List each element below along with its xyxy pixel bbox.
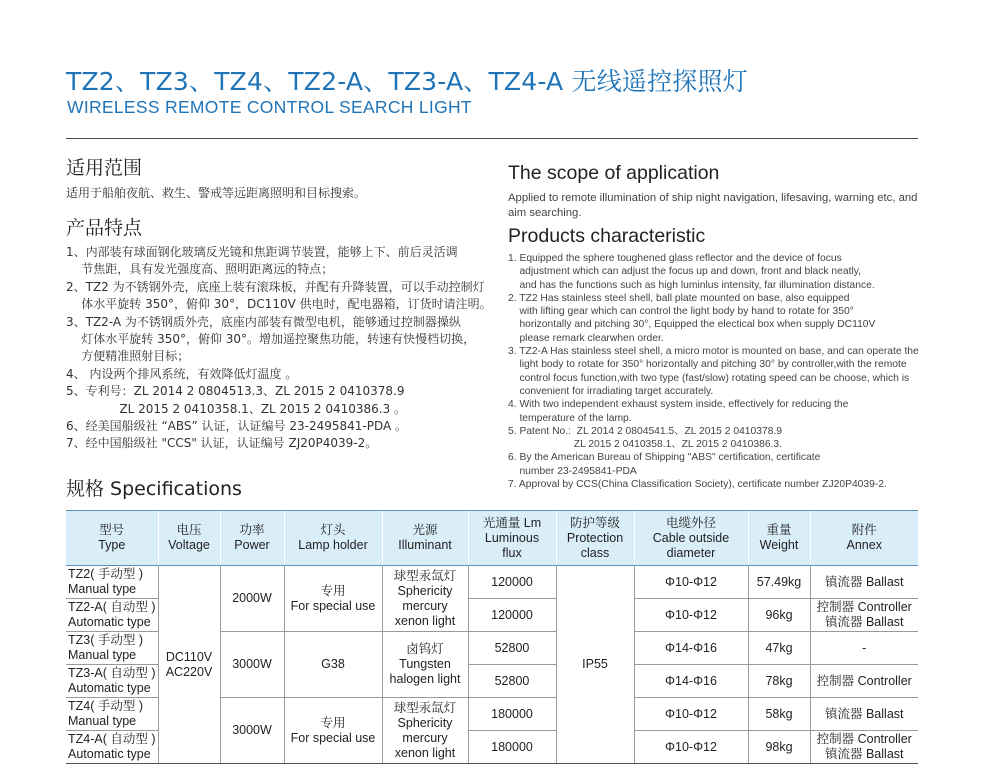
spec-table-header (66, 511, 918, 566)
cell-type-text: Automatic type (68, 615, 151, 629)
header-annex (810, 511, 918, 566)
cell-type (66, 632, 158, 665)
cell-type-text: TZ3-A( 自动型 ) (68, 666, 156, 680)
feature-line-en: temperature of the lamp. (508, 412, 632, 424)
cell-illuminant-text: 卤钨灯 (406, 642, 444, 656)
cell-illuminant-text: 球型汞氙灯 (393, 700, 457, 715)
feature-line-en: convenient for irradiating target accurately. (508, 385, 714, 397)
page-title-en: WIRELESS REMOTE CONTROL SEARCH LIGHT (67, 97, 472, 117)
header-luminous-flux-text: flux (502, 545, 522, 560)
cell-protection: IP55 (556, 566, 634, 764)
feature-line-en: 3. TZ2-A Has stainless steel shell, a micro motor is mounted on base, and can operate the (508, 346, 919, 358)
cell-cable: Φ10-Φ12 (634, 698, 748, 731)
feature-line-cn: 3、TZ2-A 为不锈钢质外壳，底座内部装有微型电机，能够通过控制器操纵 (66, 314, 461, 329)
feature-line-cn: 2、TZ2 为不锈钢外壳，底座上装有滚珠板，并配有升降装置，可以手动控制灯 (66, 279, 485, 294)
cell-annex-text: 镇流器 Ballast (825, 706, 904, 721)
cell-illuminant-text: mercury (402, 598, 448, 613)
feature-line-en: please remark clearwhen order. (508, 332, 664, 344)
cell-annex (810, 599, 918, 632)
cell-type-text: Manual type (68, 714, 137, 728)
header-luminous-flux (468, 511, 556, 566)
header-lamp-holder-text: Lamp holder (298, 538, 368, 552)
header-type-text: Type (98, 538, 126, 552)
cell-weight: 58kg (748, 698, 810, 731)
cell-cable: Φ14-Φ16 (634, 665, 748, 698)
cell-type-text: TZ4( 手动型 ) (68, 699, 143, 713)
feature-line-cn: 方便精准照射目标； (66, 349, 190, 364)
cell-illuminant (382, 632, 468, 698)
header-lamp-holder (284, 511, 382, 566)
cell-lamp-holder-text: 专用 (320, 715, 346, 730)
cell-type-text: Manual type (68, 582, 137, 596)
cell-type (66, 566, 158, 599)
feature-line-en: adjustment which can adjust the focus up and down, front and black neatly, (508, 266, 861, 278)
header-power (220, 511, 284, 566)
header-weight-text: Weight (759, 538, 799, 552)
cell-weight: 96kg (748, 599, 810, 632)
feature-line-en: and has the functions such as high luminlus intensity, far illumination distance. (508, 279, 875, 291)
header-power-text: 功率 (239, 523, 265, 537)
feature-line-cn: 5、专利号：ZL 2014 2 0804513.3、ZL 2015 2 0410378.9 (66, 384, 405, 399)
title-divider (66, 138, 918, 139)
feature-line-en: light body to rotate for 350° horizontally and pitching 30° by controller,with the remote (508, 359, 907, 371)
cell-cable: Φ10-Φ12 (634, 599, 748, 632)
header-protection-class (556, 511, 634, 566)
header-lamp-holder-text: 灯头 (320, 523, 346, 537)
feature-line-cn: ZL 2015 2 0410358.1、ZL 2015 2 0410386.3 。 (66, 401, 407, 416)
cell-type-text: TZ2( 手动型 ) (68, 567, 143, 581)
features-heading-cn: 产品特点 (66, 217, 143, 239)
cell-illuminant (382, 698, 468, 764)
cell-lamp-holder (284, 632, 382, 698)
feature-line-en: with lifting gear which can control the light body by hand to rotate for 350° (508, 306, 854, 318)
cell-weight: 78kg (748, 665, 810, 698)
cell-annex-text: 控制器 Controller (816, 673, 912, 688)
features-list-cn (66, 244, 492, 453)
cell-flux: 52800 (468, 665, 556, 698)
feature-line-en: 6. By the American Bureau of Shipping "ABS" certification, certificate (508, 452, 821, 464)
page-title-cn: TZ2、TZ3、TZ4、TZ2-A、TZ3-A、TZ4-A 无线遥控探照灯 (66, 67, 748, 96)
header-cable-diameter (634, 511, 748, 566)
cell-type-text: TZ2-A( 自动型 ) (68, 600, 156, 614)
spec-table (66, 510, 918, 764)
cell-lamp-holder-text: For special use (290, 730, 376, 745)
cell-annex-text: 控制器 Controller (816, 600, 912, 614)
cell-type-text: Automatic type (68, 747, 151, 761)
spec-table-body (66, 566, 918, 764)
cell-annex-text: 镇流器 Ballast (825, 615, 904, 629)
cell-annex-text: 控制器 Controller (816, 732, 912, 746)
cell-illuminant (382, 566, 468, 632)
feature-line-en: 5. Patent No.: ZL 2014 2 0804541.5、ZL 2015 2 0410378.9 (508, 425, 783, 437)
feature-line-en: number 23-2495841-PDA (508, 465, 637, 477)
cell-lamp-holder-text: G38 (321, 657, 345, 671)
cell-type-text: Manual type (68, 648, 137, 662)
header-weight-text: 重量 (766, 523, 792, 537)
feature-line-en: horizontally and pitching 30°, Equipped the electical box when supply DC110V (508, 319, 876, 331)
header-annex-text: Annex (846, 538, 882, 552)
cell-voltage-text: AC220V (165, 664, 213, 679)
cell-illuminant-text: halogen light (389, 672, 461, 686)
header-type (66, 511, 158, 566)
cell-weight: 98kg (748, 731, 810, 764)
feature-line-cn: 灯体水平旋转 350°，俯仰 30°。增加遥控聚焦功能，转速有快慢档切换， (66, 332, 476, 347)
scope-text-en: Applied to remote illumination of ship night navigation, lifesaving, warning etc, and aim searching. (508, 192, 918, 219)
cell-illuminant-text: Sphericity (397, 715, 453, 730)
spec-heading: 规格 Specifications (66, 478, 242, 500)
feature-line-cn: 6、经美国船级社 “ABS” 认证，认证编号 23-2495841-PDA 。 (66, 419, 408, 434)
cell-flux: 180000 (468, 698, 556, 731)
cell-weight: 47kg (748, 632, 810, 665)
table-row (66, 566, 918, 599)
cell-flux: 52800 (468, 632, 556, 665)
cell-annex (810, 632, 918, 665)
header-weight (748, 511, 810, 566)
header-annex-text: 附件 (851, 523, 877, 537)
cell-annex-text: 镇流器 Ballast (825, 747, 904, 761)
header-protection-class-text: 防护等级 (569, 515, 620, 530)
features-list-en (508, 252, 920, 491)
cell-lamp-holder-text: For special use (290, 598, 376, 613)
header-illuminant-text: Illuminant (398, 538, 452, 552)
header-illuminant (382, 511, 468, 566)
cell-power: 3000W (220, 632, 284, 698)
feature-line-cn: 7、经中国船级社 "CCS" 认证，认证编号 ZJ20P4039-2。 (66, 436, 378, 451)
cell-type (66, 599, 158, 632)
scope-heading-cn: 适用范围 (66, 157, 143, 179)
cell-flux: 180000 (468, 731, 556, 764)
cell-power: 2000W (220, 566, 284, 632)
cell-lamp-holder (284, 566, 382, 632)
products-heading-en: Products characteristic (508, 225, 706, 247)
cell-illuminant-text: Tungsten (399, 657, 451, 671)
cell-lamp-holder-text: 专用 (320, 583, 346, 598)
header-voltage-text: Voltage (168, 538, 210, 552)
cell-voltage (158, 566, 220, 764)
feature-line-cn: 1、内部装有球面钢化玻璃反光镜和焦距调节装置，能够上下、前后灵活调 (66, 245, 458, 259)
feature-line-en: 2. TZ2 Has stainless steel shell, ball plate mounted on base, also equipped (508, 292, 850, 304)
feature-line-cn: 4、 内设两个排风系统，有效降低灯温度 。 (66, 366, 298, 381)
cell-type-text: Automatic type (68, 681, 151, 695)
cell-type-text: TZ3( 手动型 ) (68, 633, 143, 647)
cell-illuminant-text: xenon light (394, 613, 456, 628)
cell-illuminant-text: 球型汞氙灯 (393, 568, 457, 583)
header-cable-diameter-text: diameter (666, 545, 716, 560)
cell-type (66, 731, 158, 764)
cell-annex (810, 731, 918, 764)
cell-cable: Φ10-Φ12 (634, 566, 748, 599)
cell-cable: Φ10-Φ12 (634, 731, 748, 764)
header-protection-class-text: class (580, 545, 610, 560)
feature-line-cn: 节焦距，具有发光强度高、照明距离远的特点； (66, 262, 334, 277)
cell-annex (810, 566, 918, 599)
header-power-text: Power (234, 538, 270, 552)
header-cable-diameter-text: Cable outside (652, 530, 730, 545)
header-voltage-text: 电压 (176, 523, 202, 537)
cell-annex-text: 镇流器 Ballast (825, 574, 904, 589)
scope-heading-en: The scope of application (508, 162, 720, 184)
feature-line-cn: 体水平旋转 350°，俯仰 30°，DC110V 供电时，配电器箱，订货时请注明。 (66, 297, 492, 312)
cell-weight: 57.49kg (748, 566, 810, 599)
cell-flux: 120000 (468, 566, 556, 599)
feature-line-en: ZL 2015 2 0410358.1、ZL 2015 2 0410386.3. (508, 439, 783, 451)
header-protection-class-text: Protection (566, 530, 624, 545)
scope-text-cn: 适用于船舶夜航、救生、警戒等远距离照明和目标搜索。 (66, 186, 367, 200)
feature-line-en: 7. Approval by CCS(China Classification Society), certificate number ZJ20P4039-2. (508, 479, 887, 491)
cell-power: 3000W (220, 698, 284, 764)
header-illuminant-text: 光源 (412, 523, 438, 537)
cell-cable: Φ14-Φ16 (634, 632, 748, 665)
cell-lamp-holder (284, 698, 382, 764)
cell-voltage-text: DC110V (165, 649, 213, 664)
cell-annex-text: - (862, 640, 867, 655)
feature-line-en: 1. Equipped the sphere toughened glass reflector and the device of focus (508, 253, 842, 264)
cell-type (66, 665, 158, 698)
feature-line-en: control focus function,with two type (fast/slow) rotating speed can be choose, which is (508, 372, 910, 384)
cell-annex (810, 665, 918, 698)
header-luminous-flux-text: Luminous (484, 530, 540, 545)
cell-illuminant-text: mercury (402, 730, 448, 745)
feature-line-en: 4. With two independent exhaust system inside, effectively for reducing the (508, 399, 849, 411)
cell-illuminant-text: Sphericity (397, 583, 453, 598)
header-cable-diameter-text: 电缆外径 (665, 515, 716, 530)
header-luminous-flux-text: 光通量 Lm (482, 515, 542, 530)
header-type-text: 型号 (99, 523, 125, 537)
cell-type (66, 698, 158, 731)
cell-annex (810, 698, 918, 731)
cell-flux: 120000 (468, 599, 556, 632)
cell-illuminant-text: xenon light (394, 745, 456, 760)
header-voltage (158, 511, 220, 566)
cell-type-text: TZ4-A( 自动型 ) (68, 732, 156, 746)
